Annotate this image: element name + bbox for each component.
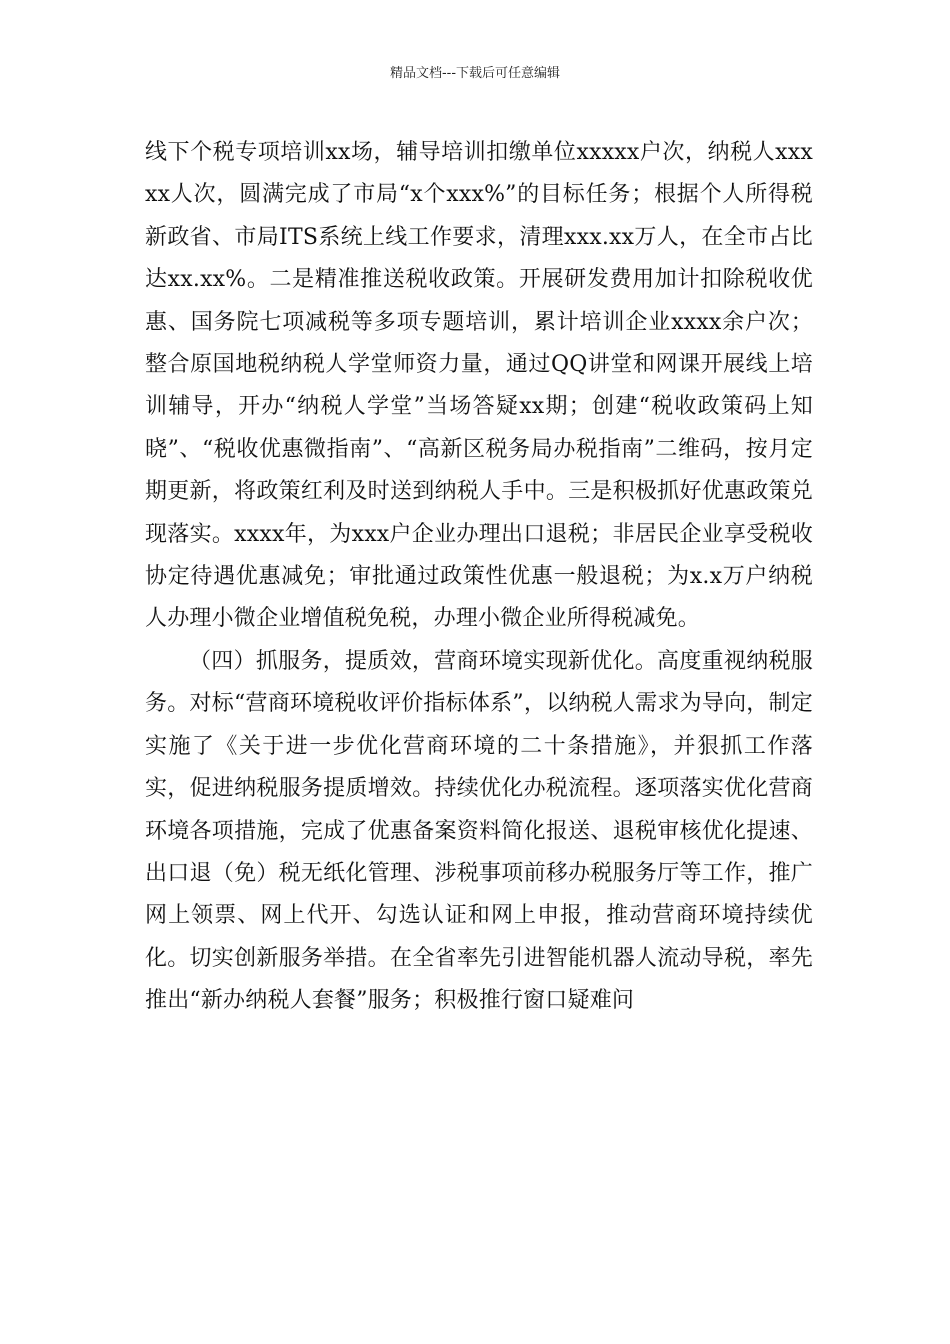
paragraph-section-four: （四）抓服务，提质效，营商环境实现新优化。高度重视纳税服务。对标“营商环境税收评价指标体系”，以纳税人需求为导向，制定实施了《关于进一步优化营商环境的二十条措施》，并狠抓工作落实，促进纳税服务提质增效。持续优化办税流程。逐项落实优化营商环境各项措施，完成了优惠备案资料简化报送、退税审核优化提速、出口退（免）税无纸化管理、涉税事项前移办税服务厅等工作，推广网上领票、网上代开、勾选认证和网上申报，推动营商环境持续优化。切实创新服务举措。在全省率先引进智能机器人流动导税，率先推出“新办纳税人套餐”服务；积极推行窗口疑难问: [145, 648, 813, 1014]
paragraph-continuation: 线下个税专项培训xx场，辅导培训扣缴单位xxxxx户次，纳税人xxxxx人次，圆满完成了市局“x个xxx%”的目标任务；根据个人所得税新政省、市局ITS系统上线工作要求，清理xxx.xx万人，在全市占比达xx.xx%。二是精准推送税收政策。开展研发费用加计扣除税收优惠、国务院七项减税等多项专题培训，累计培训企业xxxx余户次；整合原国地税纳税人学堂师资力量，通过QQ讲堂和网课开展线上培训辅导，开办“纳税人学堂”当场答疑xx期；创建“税收政策码上知晓”、“税收优惠微指南”、“高新区税务局办税指南”二维码，按月定期更新，将政策红利及时送到纳税人手中。三是积极抓好优惠政策兑现落实。xxxx年，为xxx户企业办理出口退税；非居民企业享受税收协定待遇优惠减免；审批通过政策性优惠一般退税；为x.x万户纳税人办理小微企业增值税免税，办理小微企业所得税减免。: [145, 140, 813, 632]
document-body: [145, 132, 813, 1023]
page-header: 精品文档---下载后可任意编辑: [389, 66, 561, 81]
